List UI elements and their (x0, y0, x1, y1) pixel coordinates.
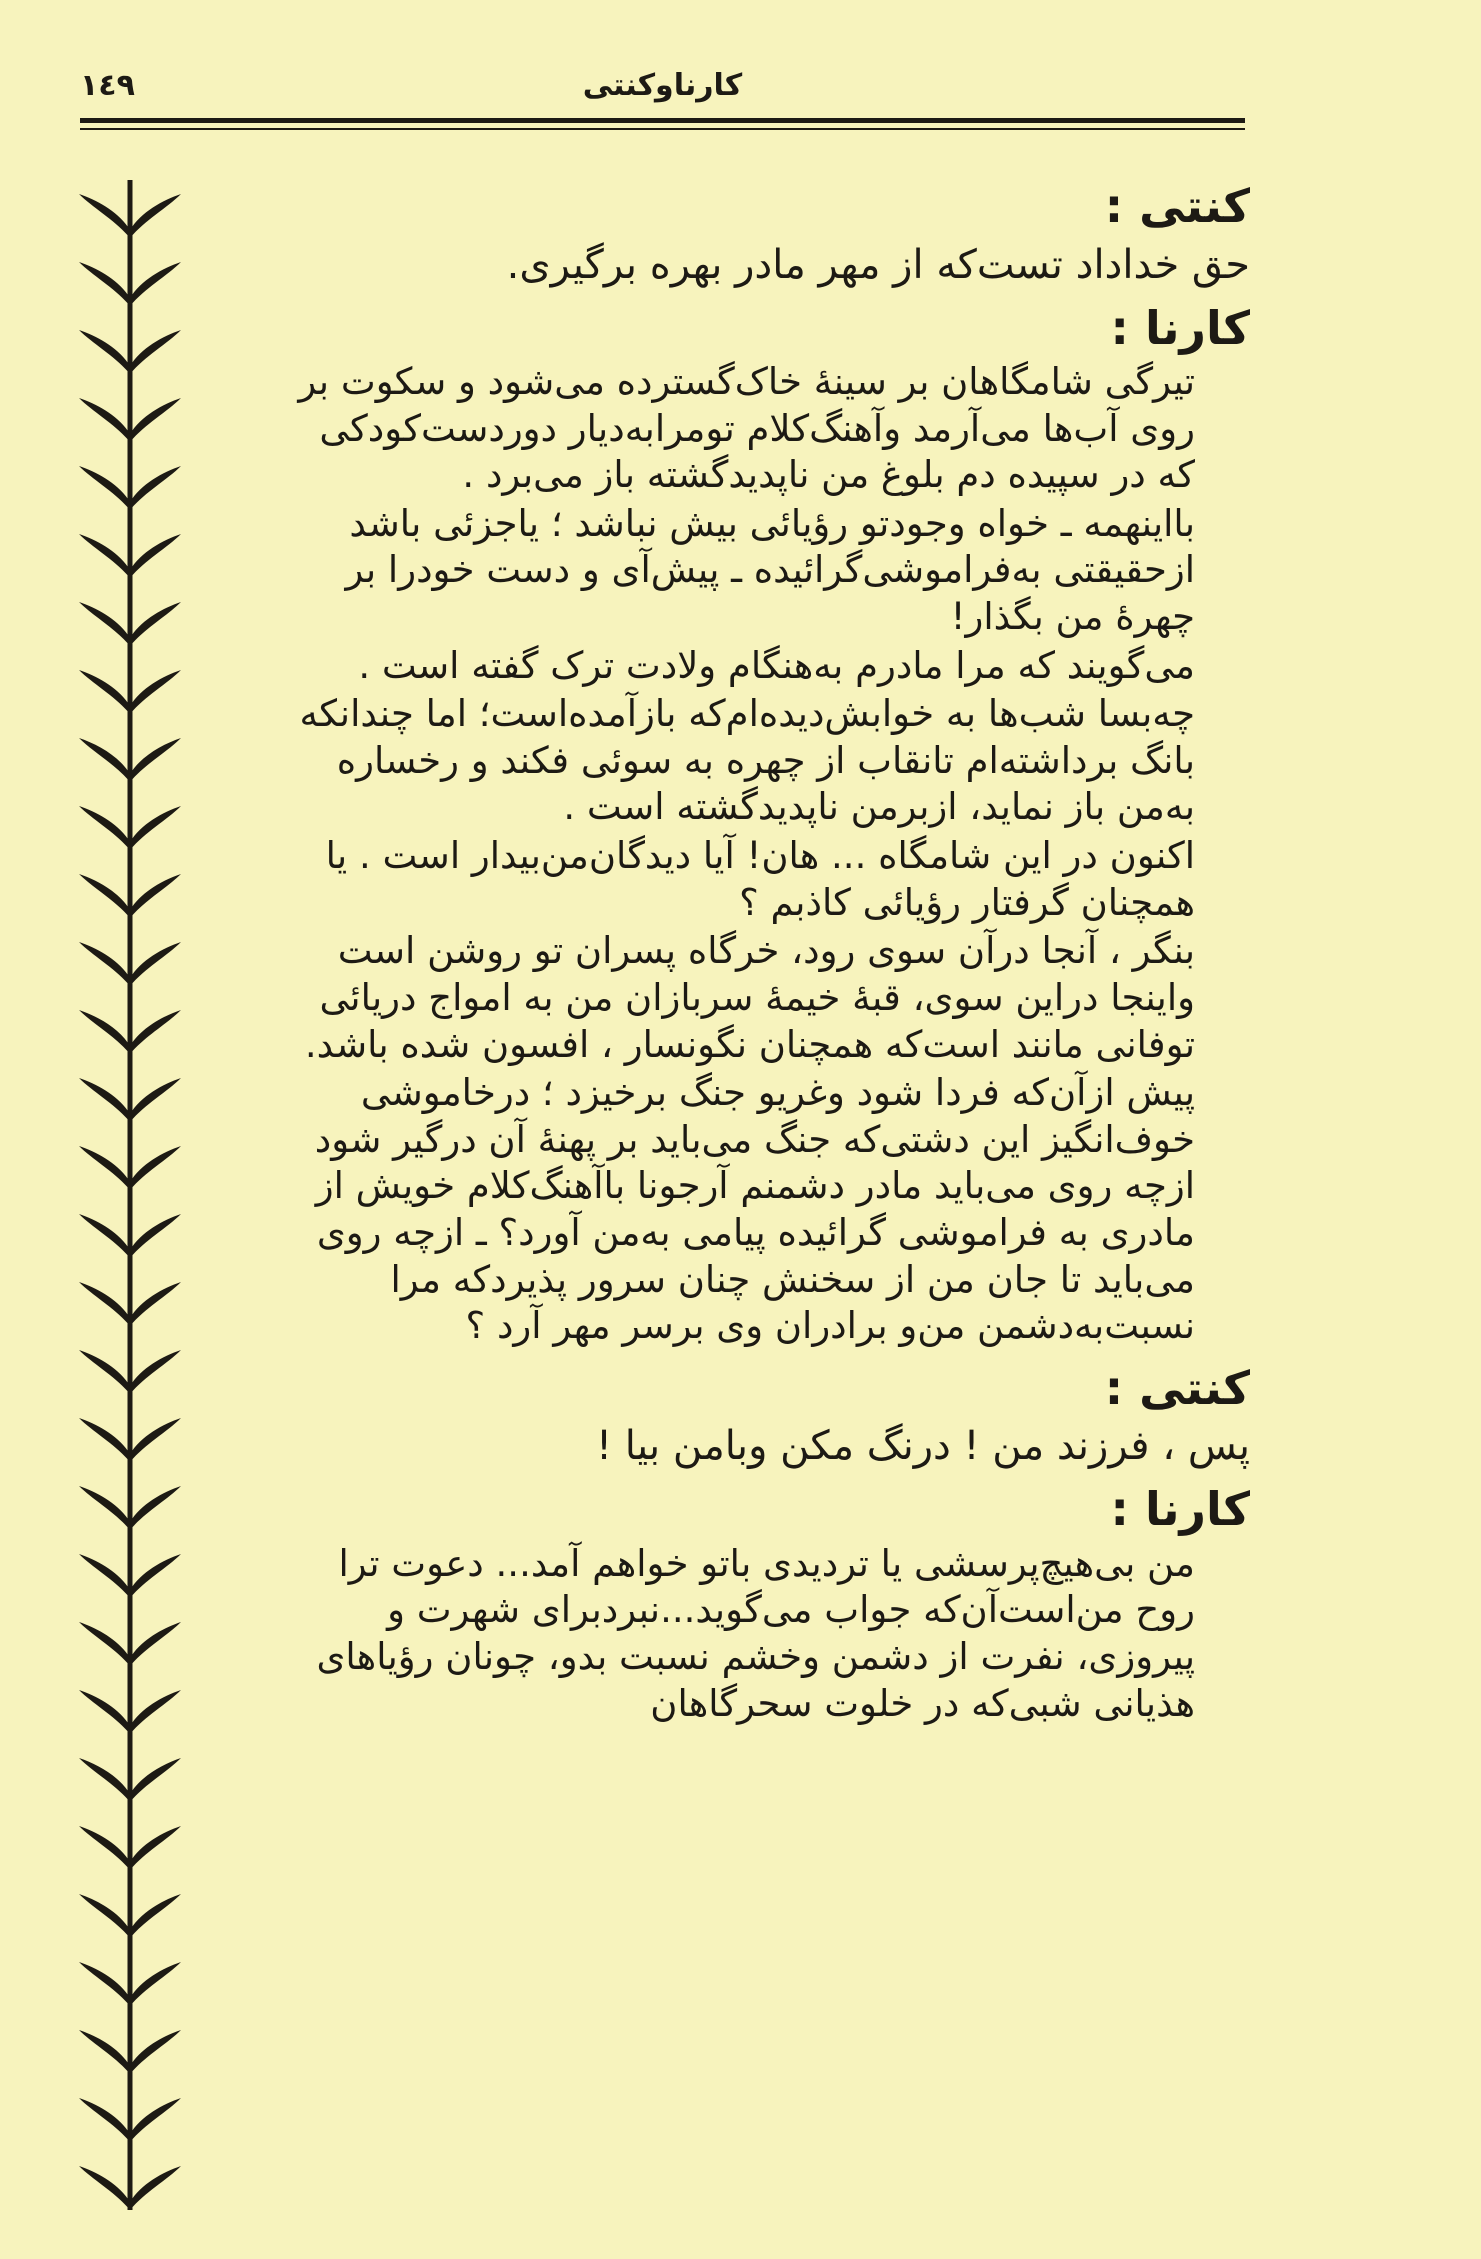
leaf-right-icon (130, 398, 181, 442)
paragraph: اکنون در این شامگاه ... هان! آیا دیدگان‌من‌بیدار است . یا همچنان گرفتار رؤیائی کاذبم ؟ (325, 834, 1195, 924)
paragraph: تیرگی شامگاهان بر سینهٔ خاک‌گسترده می‌شود و سکوت بر روی آب‌ها می‌آرمد وآهنگ‌کلام تومرابه‌دیار دوردست‌کودکی که در سپیده دم بلوغ من ناپدیدگشته باز می‌برد . (298, 360, 1195, 497)
leaf-right-icon (130, 1350, 181, 1394)
leaf-left-icon (79, 534, 130, 578)
speaker-label: کارنا : (1110, 1482, 1250, 1537)
leaf-left-icon (79, 1146, 130, 1190)
leaf-left-icon (79, 602, 130, 646)
leaf-right-icon (130, 1146, 181, 1190)
leaf-right-icon (130, 2030, 181, 2074)
leaf-right-icon (130, 1758, 181, 1802)
leaf-right-icon (130, 2098, 181, 2142)
leaf-right-icon (130, 1486, 181, 1530)
leaf-left-icon (79, 1554, 130, 1598)
paragraph: می‌گویند که مرا مادرم به‌هنگام ولادت ترک گفته است . (358, 643, 1195, 687)
leaf-right-icon (130, 942, 181, 986)
leaf-left-icon (79, 806, 130, 850)
leaf-left-icon (79, 738, 130, 782)
leaf-left-icon (79, 1690, 130, 1734)
leaf-left-icon (79, 398, 130, 442)
paragraph: من بی‌هیچ‌پرسشی یا تردیدی باتو خواهم آمد... دعوت ترا روح من‌است‌آن‌که جواب می‌گوید...نبردبرای شهرت و پیروزی، نفرت از دشمن وخشم نسبت بدو، چونان رؤیاهای هذیانی شبی‌که در خلوت سحرگاهان (316, 1541, 1195, 1725)
leaf-right-icon (130, 534, 181, 578)
leaf-right-icon (130, 670, 181, 714)
leaf-left-icon (79, 1078, 130, 1122)
dialogue-line: پس ، فرزند من ! درنگ مکن وبامن بیا ! (596, 1423, 1250, 1470)
header-rule-thick (80, 118, 1245, 123)
speaker-label: کنتی : (1104, 1360, 1250, 1415)
leaf-left-icon (79, 2098, 130, 2142)
header-rule-thin (80, 128, 1245, 130)
leaf-left-icon (79, 1350, 130, 1394)
leaf-right-icon (130, 1826, 181, 1870)
leaf-right-icon (130, 1010, 181, 1054)
dialogue-block-kunti-2 (280, 1360, 1250, 1472)
page-header (80, 62, 1245, 122)
leaf-left-icon (79, 2166, 130, 2210)
dialogue-block-karna-2 (280, 1481, 1250, 1727)
leaf-left-icon (79, 330, 130, 374)
leaf-right-icon (130, 874, 181, 918)
leaf-left-icon (79, 1758, 130, 1802)
leaf-left-icon (79, 194, 130, 238)
dialogue-text (280, 170, 1250, 1727)
paragraph: بنگر ، آنجا درآن سوی رود، خرگاه پسران تو روشن است واینجا دراین سوی، قبهٔ خیمهٔ سربازان من به امواج دریائی توفانی مانند است‌که همچنان نگونسار ، افسون شده باشد. (304, 929, 1195, 1066)
leaf-left-icon (79, 1214, 130, 1258)
leaf-right-icon (130, 1622, 181, 1666)
leaf-right-icon (130, 1214, 181, 1258)
leaf-right-icon (130, 1962, 181, 2006)
leaf-right-icon (130, 1282, 181, 1326)
leaf-left-icon (79, 1622, 130, 1666)
leaf-left-icon (79, 670, 130, 714)
leaf-right-icon (130, 262, 181, 306)
leaf-right-icon (130, 194, 181, 238)
speaker-label: کارنا : (1110, 300, 1250, 355)
leaf-right-icon (130, 738, 181, 782)
leaf-left-icon (79, 1418, 130, 1462)
leaf-left-icon (79, 262, 130, 306)
dialogue-block-karna-1 (280, 300, 1250, 1350)
leaf-left-icon (79, 1962, 130, 2006)
leaf-left-icon (79, 1010, 130, 1054)
dialogue-block-kunti-1 (280, 178, 1250, 290)
leaf-right-icon (130, 1690, 181, 1734)
paragraph: پیش ازآن‌که فردا شود وغریو جنگ برخیزد ؛ درخاموشی خوف‌انگیز این دشتی‌که جنگ می‌باید بر پهنهٔ آن درگیر شود ازچه روی می‌باید مادر دشمنم آرجونا باآهنگ‌کلام خویش از مادری به فراموشی گرائیده پیامی به‌من آورد؟ ـ ازچه روی می‌باید تا جان من از سخنش چنان سرور پذیردکه مرا نسبت‌به‌دشمن من‌و برادران وی برسر مهر آرد ؟ (314, 1071, 1195, 1348)
leaf-right-icon (130, 1894, 181, 1938)
paragraph: چه‌بسا شب‌ها به خوابش‌دیده‌ام‌که بازآمده‌است؛ اما چندانکه بانگ برداشته‌ام تانقاب از چهره به سوئی فکند و رخساره به‌من باز نماید، ازبرمن ناپدیدگشته است . (299, 692, 1195, 829)
leaf-right-icon (130, 330, 181, 374)
leaf-left-icon (79, 1486, 130, 1530)
leaf-left-icon (79, 1826, 130, 1870)
leaf-left-icon (79, 1894, 130, 1938)
leaf-right-icon (130, 466, 181, 510)
dialogue-line: حق خداداد تست‌که از مهر مادر بهره برگیری. (506, 241, 1250, 288)
leaf-left-icon (79, 2030, 130, 2074)
leaf-left-icon (79, 1282, 130, 1326)
leaf-left-icon (79, 874, 130, 918)
paragraph: بااینهمه ـ خواه وجودتو رؤیائی بیش نباشد ؛ یاجزئی باشد ازحقیقتی به‌فراموشی‌گرائیده ـ پیش‌آی و دست خودرا بر چهرهٔ من بگذار! (345, 501, 1195, 639)
leaf-right-icon (130, 1078, 181, 1122)
leaf-left-icon (79, 466, 130, 510)
leaf-right-icon (130, 1554, 181, 1598)
leaf-right-icon (130, 1418, 181, 1462)
leaf-left-icon (79, 942, 130, 986)
leaf-right-icon (130, 602, 181, 646)
page-number: ١٤٩ (80, 68, 135, 103)
leaf-vine-ornament-icon (75, 180, 185, 2210)
running-title: کارناوکنتی (582, 68, 743, 103)
speaker-label: کنتی : (1104, 179, 1250, 233)
leaf-right-icon (130, 2166, 181, 2210)
leaf-right-icon (130, 806, 181, 850)
